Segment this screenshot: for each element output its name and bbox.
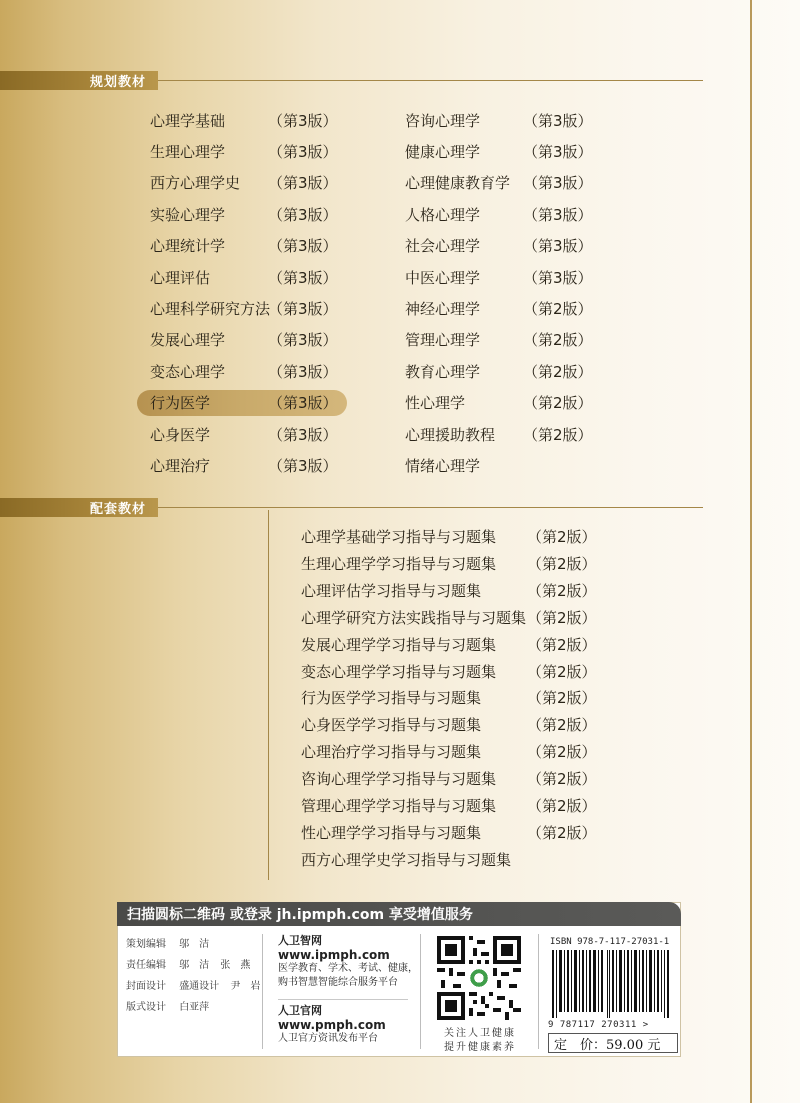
book-title: 心理学基础 (150, 111, 226, 130)
workbook-edition: （第2版） (527, 581, 597, 600)
credit-role: 策划编辑 (126, 939, 166, 950)
credit-person: 白亚萍 (179, 1002, 210, 1013)
book-edition: （第3版） (268, 111, 338, 130)
workbook-edition: （第2版） (527, 743, 597, 762)
book-edition: （第3版） (523, 174, 593, 193)
section-title-planned: 规划教材 (90, 75, 147, 90)
book-item (150, 327, 338, 353)
credits-block (126, 934, 268, 1018)
site-pmph-title: 人卫官网 (278, 1004, 322, 1017)
book-item (150, 201, 338, 227)
workbook-title: 心身医学学习指导与习题集 (301, 716, 482, 735)
workbook-edition: （第2版） (527, 770, 597, 789)
book-title: 中医心理学 (405, 268, 481, 287)
qr-caption-1: 关注人卫健康 (444, 1028, 516, 1039)
book-edition: （第3版） (268, 299, 338, 318)
book-edition: （第3版） (268, 142, 338, 161)
book-edition: （第3版） (268, 331, 338, 350)
barcode-icon (552, 950, 670, 1018)
footer-divider-3 (538, 934, 539, 1049)
workbook-title: 心理评估学习指导与习题集 (301, 581, 482, 600)
book-title: 性心理学 (405, 394, 466, 413)
book-edition: （第3版） (268, 362, 338, 381)
book-edition: （第3版） (523, 142, 593, 161)
workbook-edition: （第2版） (527, 608, 597, 627)
workbook-edition: （第2版） (527, 528, 597, 546)
credit-row (126, 997, 268, 1018)
workbook-item (301, 523, 597, 550)
book-edition: （第2版） (523, 331, 593, 350)
workbook-title: 西方心理学史学习指导与习题集 (301, 850, 512, 869)
book-item (150, 390, 338, 416)
qr-code-icon[interactable] (437, 936, 521, 1020)
section-rule-supporting (158, 507, 703, 508)
credit-role: 版式设计 (126, 1002, 166, 1013)
book-title: 心理科学研究方法 (150, 299, 271, 318)
site-ipmph-title: 人卫智网 (278, 934, 322, 947)
book-title: 咨询心理学 (405, 111, 481, 130)
book-item (405, 138, 593, 164)
credit-person: 盛通设计 (179, 981, 220, 992)
footer-banner-text: 扫描圆标二维码 或登录 jh.ipmph.com 享受增值服务 (127, 907, 473, 923)
workbook-item (301, 684, 597, 711)
book-title: 变态心理学 (150, 362, 226, 381)
book-item (150, 170, 338, 196)
workbook-edition: （第2版） (527, 554, 597, 573)
book-edition: （第3版） (268, 205, 338, 224)
book-title: 社会心理学 (405, 237, 481, 256)
workbook-edition: （第2版） (527, 662, 597, 681)
book-item (405, 107, 593, 133)
workbook-edition: （第2版） (527, 689, 597, 708)
book-edition: （第2版） (523, 299, 593, 318)
credit-role: 封面设计 (126, 981, 166, 992)
workbook-title: 生理心理学学习指导与习题集 (301, 554, 497, 573)
book-item (405, 295, 593, 321)
book-edition: （第2版） (523, 425, 593, 444)
book-item (405, 327, 593, 353)
book-item (405, 452, 523, 478)
book-title: 心理治疗 (150, 456, 211, 475)
book-title: 教育心理学 (405, 362, 481, 381)
workbook-item (301, 765, 597, 792)
book-edition: （第3版） (523, 268, 593, 287)
credit-person: 张 燕 (220, 960, 251, 971)
workbook-item (301, 738, 597, 765)
workbook-title: 咨询心理学学习指导与习题集 (301, 770, 497, 789)
credit-row (126, 955, 268, 976)
site-ipmph-desc1: 医学教育、学术、考试、健康， (278, 963, 418, 974)
book-item (150, 233, 338, 259)
book-item (150, 452, 338, 478)
price-label: 定 价：59.00 元 (548, 1033, 678, 1053)
right-edge-line (750, 0, 752, 1103)
book-edition: （第3版） (268, 425, 338, 444)
book-item (405, 170, 593, 196)
book-title: 健康心理学 (405, 142, 481, 161)
book-title: 心理评估 (150, 268, 211, 287)
book-edition: （第2版） (523, 394, 593, 413)
footer-banner (117, 902, 681, 926)
book-title: 管理心理学 (405, 331, 481, 350)
site-separator (278, 999, 408, 1000)
book-title: 西方心理学史 (150, 174, 241, 193)
book-item (150, 138, 338, 164)
book-item (150, 107, 338, 133)
workbook-edition: （第2版） (527, 823, 597, 842)
isbn-text: ISBN 978-7-117-27031-1 (550, 937, 670, 947)
workbook-edition: （第2版） (527, 716, 597, 735)
book-item (405, 421, 593, 447)
site-ipmph-url[interactable]: www.ipmph.com (278, 948, 390, 962)
book-edition: （第3版） (268, 174, 338, 193)
book-item (150, 358, 338, 384)
book-edition: （第3版） (268, 237, 338, 256)
credit-role: 责任编辑 (126, 960, 166, 971)
section-title-supporting: 配套教材 (90, 502, 147, 517)
credit-row (126, 976, 268, 997)
workbook-item (301, 819, 597, 846)
credit-person: 邬 洁 (179, 939, 210, 950)
book-item (405, 358, 593, 384)
book-edition: （第3版） (268, 394, 338, 413)
book-edition: （第3版） (523, 205, 593, 224)
workbook-title: 心理学基础学习指导与习题集 (301, 528, 497, 546)
book-edition: （第3版） (523, 237, 593, 256)
workbook-edition: （第2版） (527, 797, 597, 815)
workbook-edition: （第2版） (527, 635, 597, 654)
book-title: 心身医学 (150, 425, 211, 444)
book-item (405, 201, 593, 227)
book-edition: （第3版） (523, 111, 593, 130)
footer-divider-2 (420, 934, 421, 1049)
book-title: 人格心理学 (405, 205, 481, 224)
workbook-title: 变态心理学学习指导与习题集 (301, 662, 497, 681)
supporting-divider (268, 510, 269, 880)
site-pmph-url[interactable]: www.pmph.com (278, 1018, 386, 1032)
workbook-item (301, 550, 597, 577)
book-title: 神经心理学 (405, 299, 481, 318)
credit-row (126, 934, 268, 955)
workbook-item (301, 658, 597, 685)
book-title: 生理心理学 (150, 142, 226, 161)
site-ipmph-desc2: 购书智慧智能综合服务平台 (278, 977, 398, 988)
book-title: 心理健康教育学 (405, 174, 511, 193)
site-ipmph (278, 934, 418, 990)
workbook-title: 心理学研究方法实践指导与习题集 (301, 608, 527, 627)
workbook-item (301, 577, 597, 604)
book-item (405, 390, 593, 416)
workbook-title: 管理心理学学习指导与习题集 (301, 797, 497, 815)
site-pmph-desc: 人卫官方资讯发布平台 (278, 1033, 378, 1044)
book-item (405, 233, 593, 259)
section-header-supporting (0, 498, 158, 517)
book-item (405, 264, 593, 290)
book-title: 行为医学 (150, 394, 211, 413)
workbook-item (301, 846, 527, 873)
workbook-title: 性心理学学习指导与习题集 (301, 823, 482, 842)
book-title: 心理援助教程 (405, 425, 496, 444)
book-item (150, 264, 338, 290)
book-title: 心理统计学 (150, 237, 226, 256)
book-title: 实验心理学 (150, 205, 226, 224)
workbook-item (301, 711, 597, 738)
book-edition: （第3版） (268, 268, 338, 287)
workbook-title: 发展心理学学习指导与习题集 (301, 635, 497, 654)
qr-caption-2: 提升健康素养 (444, 1042, 516, 1053)
section-header-planned (0, 71, 158, 90)
section-rule-planned (158, 80, 703, 81)
workbook-item (301, 631, 597, 658)
isbn-barcode-number: 9 787117 270311 > (548, 1020, 649, 1030)
book-edition: （第2版） (523, 362, 593, 381)
book-title: 发展心理学 (150, 331, 226, 350)
book-item (150, 421, 338, 447)
credit-person: 尹 岩 (230, 981, 261, 992)
workbook-title: 心理治疗学习指导与习题集 (301, 743, 482, 762)
site-pmph (278, 1004, 386, 1046)
workbook-item (301, 792, 597, 819)
book-edition: （第3版） (268, 456, 338, 475)
workbook-item (301, 604, 597, 631)
book-title: 情绪心理学 (405, 456, 481, 475)
footer-divider-1 (262, 934, 263, 1049)
credit-person: 邬 洁 (179, 960, 210, 971)
workbook-title: 行为医学学习指导与习题集 (301, 689, 482, 708)
book-item (150, 295, 338, 321)
